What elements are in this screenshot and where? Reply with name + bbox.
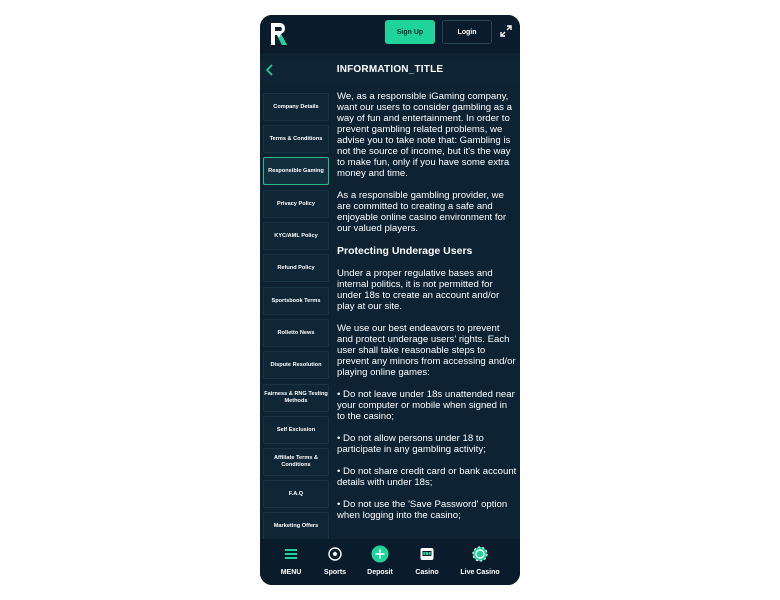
fullscreen-icon[interactable] xyxy=(500,25,512,37)
nav-casino[interactable] xyxy=(405,545,449,576)
title-bar xyxy=(260,59,520,81)
nav-live-casino[interactable] xyxy=(458,545,502,576)
nav-sports[interactable] xyxy=(313,545,357,576)
bottom-navigation xyxy=(260,539,520,585)
section-heading: Protecting Underage Users xyxy=(337,245,473,257)
sidebar-item-marketing-offers[interactable]: Marketing Offers xyxy=(263,512,329,540)
soccer-ball-icon xyxy=(326,545,344,563)
sidebar-item-dispute-resolution[interactable]: Dispute Resolution xyxy=(263,351,329,379)
nav-label: Casino xyxy=(415,569,439,576)
slot-machine-icon xyxy=(418,545,436,563)
bullet-item: • Do not share credit card or bank account details with under 18s; xyxy=(337,466,517,488)
sidebar-item-fairness-rng[interactable]: Fairness & RNG Testing Methods xyxy=(263,384,329,412)
bullet-item: • Do not allow persons under 18 to participate in any gambling activity; xyxy=(337,433,486,455)
sign-up-button[interactable]: Sign Up xyxy=(385,20,435,44)
poker-chip-icon xyxy=(471,545,489,563)
sidebar-item-privacy-policy[interactable]: Privacy Policy xyxy=(263,190,329,218)
mobile-app-frame xyxy=(260,15,520,585)
sidebar-item-refund-policy[interactable]: Refund Policy xyxy=(263,254,329,282)
sidebar-item-company-details[interactable]: Company Details xyxy=(263,93,329,121)
sidebar-item-kyc-aml-policy[interactable]: KYC/AML Policy xyxy=(263,222,329,250)
rolletto-logo-icon[interactable] xyxy=(268,21,290,47)
nav-menu[interactable] xyxy=(269,545,313,576)
bullet-item: • Do not use the 'Save Password' option when logging into the casino; xyxy=(337,499,508,521)
plus-circle-icon xyxy=(371,545,389,563)
sidebar-item-faq[interactable]: F.A.Q xyxy=(263,480,329,508)
bullet-item: • Do not leave under 18s unattended near your computer or mobile when signed in to the casino; xyxy=(337,389,515,422)
regulation-paragraph: Under a proper regulative bases and internal politics, it is not permitted for under 18s to create an account and/or play at our site. xyxy=(337,268,500,312)
sidebar-item-affiliate-terms[interactable]: Affiliate Terms & Conditions xyxy=(263,448,329,476)
intro-paragraph: We, as a responsible iGaming company, want our users to consider gambling as a way of fun and entertainment. In order to prevent gambling related problems, we advise you to take note that: Gambling is not the source of income, but it's the way to make fun, only if you have some extra money and time. xyxy=(337,91,512,179)
page-title: INFORMATION_TITLE xyxy=(336,64,444,75)
menu-icon xyxy=(282,545,300,563)
sidebar-item-terms-conditions[interactable]: Terms & Conditions xyxy=(263,125,329,153)
policy-content[interactable] xyxy=(337,91,517,539)
nav-label: Sports xyxy=(323,569,347,576)
commitment-paragraph: As a responsible gambling provider, we are committed to creating a safe and enjoyable online casino environment for our valued players. xyxy=(337,190,507,234)
nav-label: MENU xyxy=(280,569,302,576)
sidebar-item-self-exclusion[interactable]: Self Exclusion xyxy=(263,416,329,444)
top-bar xyxy=(260,15,520,53)
sidebar-item-responsible-gaming[interactable]: Responsible Gaming xyxy=(263,157,329,185)
endeavors-paragraph: We use our best endeavors to prevent and protect underage users' rights. Each user shall take reasonable steps to prevent any minors from accessing and/or playing online games: xyxy=(337,323,516,378)
sidebar-item-rolletto-news[interactable]: Rolletto News xyxy=(263,319,329,347)
login-button[interactable]: Login xyxy=(442,20,492,44)
nav-label: Deposit xyxy=(367,569,393,576)
sidebar-item-sportsbook-terms[interactable]: Sportsbook Terms xyxy=(263,287,329,315)
nav-deposit[interactable] xyxy=(358,545,402,576)
nav-label: Live Casino xyxy=(460,569,500,576)
